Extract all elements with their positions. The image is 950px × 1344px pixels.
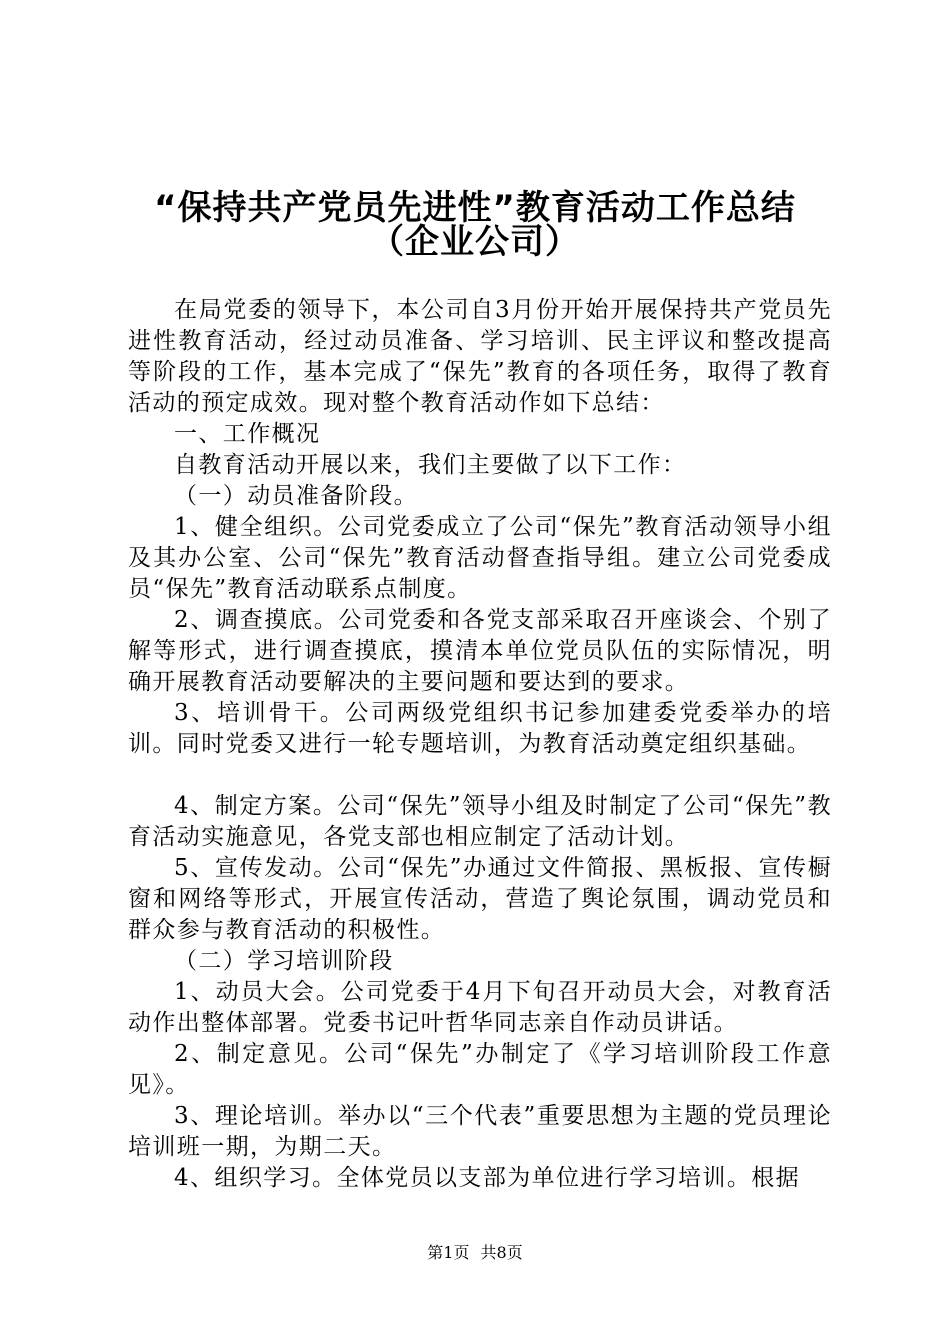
heading-section-1: 一、工作概况 — [174, 421, 321, 447]
paragraph: 1、动员大会。公司党委于4月下旬召开动员大会，对教育活动作出整体部署。党委书记叶哲华同志亲自作动员讲话。 — [128, 979, 832, 1036]
paragraph: 3、培训骨干。公司两级党组织书记参加建委党委举办的培训。同时党委又进行一轮专题培训，为教育活动奠定组织基础。 — [128, 700, 832, 757]
paragraph-intro: 在局党委的领导下，本公司自3月份开始开展保持共产党员先进性教育活动，经过动员准备、学习培训、民主评议和整改提高等阶段的工作，基本完成了“保先”教育的各项任务，取得了教育活动的预定成效。现对整个教育活动作如下总结： — [128, 297, 832, 416]
document-body — [128, 295, 832, 1194]
heading-subsection-2: （二）学习培训阶段 — [174, 948, 394, 974]
paragraph: 1、健全组织。公司党委成立了公司“保先”教育活动领导小组及其办公室、公司“保先”教育活动督查指导组。建立公司党委成员“保先”教育活动联系点制度。 — [128, 514, 832, 602]
paragraph: 4、制定方案。公司“保先”领导小组及时制定了公司“保先”教育活动实施意见，各党支部也相应制定了活动计划。 — [128, 793, 832, 850]
paragraph: 4、组织学习。全体党员以支部为单位进行学习培训。根据 — [174, 1165, 801, 1191]
page-total: 共8页 — [480, 1243, 523, 1262]
page-number: 第1页 — [427, 1243, 470, 1262]
page-footer — [0, 1243, 950, 1263]
document-title: “保持共产党员先进性”教育活动工作总结 — [154, 188, 796, 228]
paragraph: 2、调查摸底。公司党委和各党支部采取召开座谈会、个别了解等形式，进行调查摸底，摸清本单位党员队伍的实际情况，明确开展教育活动要解决的主要问题和要达到的要求。 — [128, 607, 832, 695]
paragraph: 5、宣传发动。公司“保先”办通过文件简报、黑板报、宣传橱窗和网络等形式，开展宣传活动，营造了舆论氛围，调动党员和群众参与教育活动的积极性。 — [128, 855, 832, 943]
document-subtitle: （企业公司） — [370, 222, 580, 262]
paragraph: 2、制定意见。公司“保先”办制定了《学习培训阶段工作意见》。 — [128, 1041, 832, 1098]
paragraph: 自教育活动开展以来，我们主要做了以下工作： — [174, 452, 687, 478]
heading-subsection-1: （一）动员准备阶段。 — [174, 483, 418, 509]
paragraph: 3、理论培训。举办以“三个代表”重要思想为主题的党员理论培训班一期，为期二天。 — [128, 1103, 832, 1160]
